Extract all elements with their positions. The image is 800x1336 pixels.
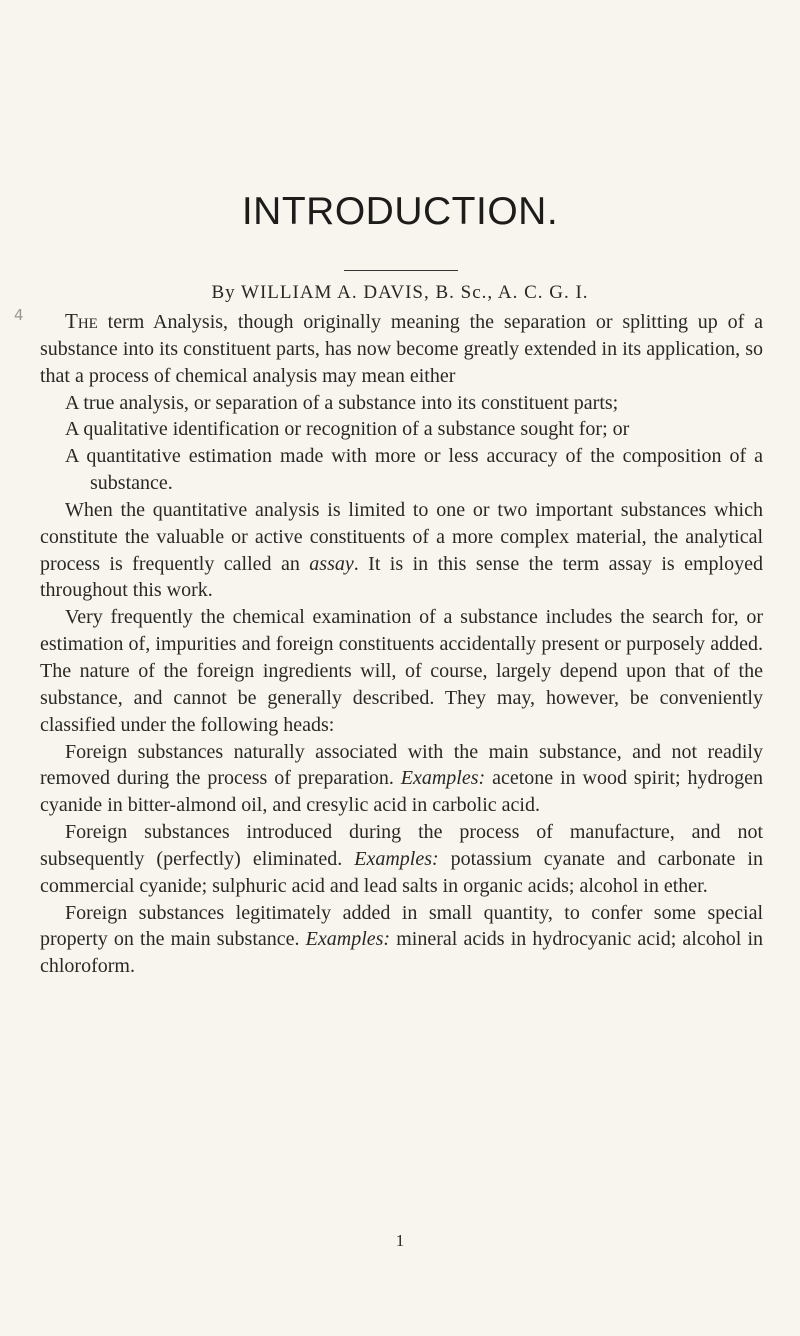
body-text (40, 308, 763, 980)
list-item-quantitative: A quantitative estimation made with more or less accuracy of the composition of a substance. (65, 445, 763, 495)
paragraph-added-foreign (40, 900, 763, 981)
examples-label: Examples: (400, 767, 486, 790)
examples-label: Examples: (354, 847, 439, 870)
examples-label: Examples: (305, 928, 391, 951)
assay-term: assay (309, 552, 354, 575)
list-item-true-analysis: A true analysis, or separation of a substance into its constituent parts; (65, 391, 619, 414)
paragraph-added-text-a: Foreign substances legitimately added in small quantity, to confer some special property on the main substance. (40, 901, 763, 951)
paragraph-manufacture-text-a: Foreign substances introduced during the process of manufacture, and not subsequently (perfectly) eliminated. (40, 821, 763, 870)
page-number: 1 (395, 1231, 405, 1250)
page-title: INTRODUCTION. (241, 190, 559, 233)
paragraph-assay-text-b: . It is in this sense the term assay is employed throughout this work. (40, 552, 763, 602)
paragraph-manufacture-text-b: potassium cyanate and carbonate in commercial cyanide; sulphuric acid and lead salts in organic acids; alcohol in ether. (40, 847, 763, 897)
paragraph-assay (40, 497, 763, 604)
paragraph-natural-foreign (40, 739, 763, 820)
paragraph-natural-text-b: acetone in wood spirit; hydrogen cyanide in bitter-almond oil, and cresylic acid in carbolic acid. (40, 767, 763, 817)
lead-word: The (65, 309, 98, 333)
margin-mark: 4 (14, 306, 24, 324)
paragraph-natural-text-a: Foreign substances naturally associated with the main substance, and not readily removed during the process of preparation. (40, 740, 763, 790)
title-rule (344, 270, 458, 271)
paragraph-impurities: Very frequently the chemical examination of a substance includes the search for, or estimation of, impurities and foreign constituents accidentally present or purposely added. The nature of the foreign ingredients will, of course, largely depend upon that of the substance, and cannot be generally described. They may, however, be conveniently classified under the following heads: (40, 606, 763, 736)
paragraph-intro (40, 308, 763, 390)
paragraph-assay-text-a: When the quantitative analysis is limited to one or two important substances which constitute the valuable or active constituents of a more complex material, the analytical process is frequently called an (40, 498, 763, 575)
paragraph-intro-text: term Analysis, though originally meaning the separation or splitting up of a substance into its constituent parts, has now become greatly extended in its application, so that a process of chemical analysis may mean either (40, 311, 763, 387)
paragraph-added-text-b: mineral acids in hydrocyanic acid; alcohol in chloroform. (40, 928, 763, 978)
list-item-qualitative: A qualitative identification or recognition of a substance sought for; or (65, 418, 630, 441)
author-byline: By WILLIAM A. DAVIS, B. Sc., A. C. G. I. (211, 282, 589, 303)
paragraph-manufacture-foreign (40, 819, 763, 900)
